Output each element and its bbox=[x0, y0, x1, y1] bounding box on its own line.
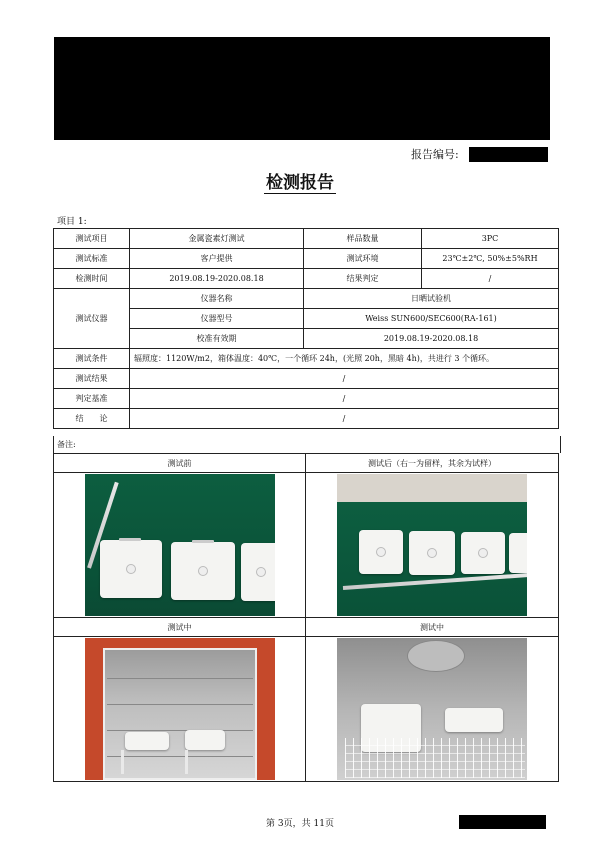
instrument-name-value: 日晒试验机 bbox=[304, 289, 559, 309]
sample-board bbox=[445, 708, 503, 732]
result-label: 测试结果 bbox=[54, 369, 130, 389]
table-cell: 测试环境 bbox=[304, 249, 422, 269]
header-redaction bbox=[54, 37, 550, 140]
table-row bbox=[54, 473, 559, 618]
table-row bbox=[54, 289, 559, 309]
item-label: 项目 1: bbox=[57, 217, 87, 227]
table-row bbox=[54, 389, 559, 409]
table-row bbox=[54, 349, 559, 369]
conditions-value: 辐照度：1120W/m2，箱体温度：40℃，一个循环 24h，(光照 20h，黑暗 4h)，共进行 3 个循环。 bbox=[130, 349, 559, 369]
conclusion-label: 结 论 bbox=[54, 409, 130, 429]
sample-board bbox=[359, 530, 403, 574]
sample-board bbox=[509, 533, 527, 573]
conclusion-value: / bbox=[130, 409, 559, 429]
table-row bbox=[54, 369, 559, 389]
table-cell: 23℃±2℃, 50%±5%RH bbox=[422, 249, 559, 269]
table-cell: 3PC bbox=[422, 229, 559, 249]
table-cell: 检测时间 bbox=[54, 269, 130, 289]
table-row bbox=[54, 249, 559, 269]
table-cell: 结果判定 bbox=[304, 269, 422, 289]
sample-board bbox=[241, 543, 275, 601]
photo-before-test bbox=[85, 474, 275, 616]
instrument-name-label: 仪器名称 bbox=[130, 289, 304, 309]
test-info-table bbox=[53, 228, 559, 429]
photo-during-test-rack bbox=[337, 638, 527, 780]
table-cell: 2019.08.19-2020.08.18 bbox=[130, 269, 304, 289]
report-number-redaction bbox=[469, 147, 548, 162]
table-row bbox=[54, 618, 559, 637]
after-caption: 测试后（右一为留样，其余为试样） bbox=[306, 454, 559, 473]
photo-after-test bbox=[337, 474, 527, 616]
table-row bbox=[54, 329, 559, 349]
notes-label: 备注: bbox=[53, 436, 561, 453]
report-number-label: 报告编号: bbox=[411, 148, 459, 161]
table-row bbox=[54, 309, 559, 329]
ruler bbox=[343, 573, 527, 590]
photo-table bbox=[53, 453, 559, 782]
table-cell: 客户提供 bbox=[130, 249, 304, 269]
table-row bbox=[54, 454, 559, 473]
table-row bbox=[54, 229, 559, 249]
basis-value: / bbox=[130, 389, 559, 409]
calibration-label: 校准有效期 bbox=[130, 329, 304, 349]
before-caption: 测试前 bbox=[54, 454, 306, 473]
basis-label: 判定基准 bbox=[54, 389, 130, 409]
report-title bbox=[0, 168, 600, 193]
photo-during-test-chamber bbox=[85, 638, 275, 780]
table-cell: 金属瓷素灯测试 bbox=[130, 229, 304, 249]
sample-board bbox=[185, 730, 225, 750]
instrument-model-value: Weiss SUN600/SEC600(RA-161) bbox=[304, 309, 559, 329]
calibration-value: 2019.08.19-2020.08.18 bbox=[304, 329, 559, 349]
instrument-label: 测试仪器 bbox=[54, 289, 130, 349]
sample-board bbox=[125, 732, 169, 750]
table-cell: 样品数量 bbox=[304, 229, 422, 249]
conditions-label: 测试条件 bbox=[54, 349, 130, 369]
footer-redaction bbox=[459, 815, 546, 829]
report-title-text: 检测报告 bbox=[266, 173, 334, 193]
during-caption-left: 测试中 bbox=[54, 618, 306, 637]
table-cell: 测试项目 bbox=[54, 229, 130, 249]
result-value: / bbox=[130, 369, 559, 389]
sample-board bbox=[461, 532, 505, 574]
table-row bbox=[54, 637, 559, 782]
table-cell: 测试标准 bbox=[54, 249, 130, 269]
table-row bbox=[54, 269, 559, 289]
instrument-model-label: 仪器型号 bbox=[130, 309, 304, 329]
page-footer: 第 3页，共 11页 bbox=[266, 819, 334, 829]
table-cell: / bbox=[422, 269, 559, 289]
sample-board bbox=[409, 531, 455, 575]
sample-board bbox=[171, 542, 235, 600]
table-row bbox=[54, 409, 559, 429]
sample-board bbox=[100, 540, 162, 598]
during-caption-right: 测试中 bbox=[306, 618, 559, 637]
